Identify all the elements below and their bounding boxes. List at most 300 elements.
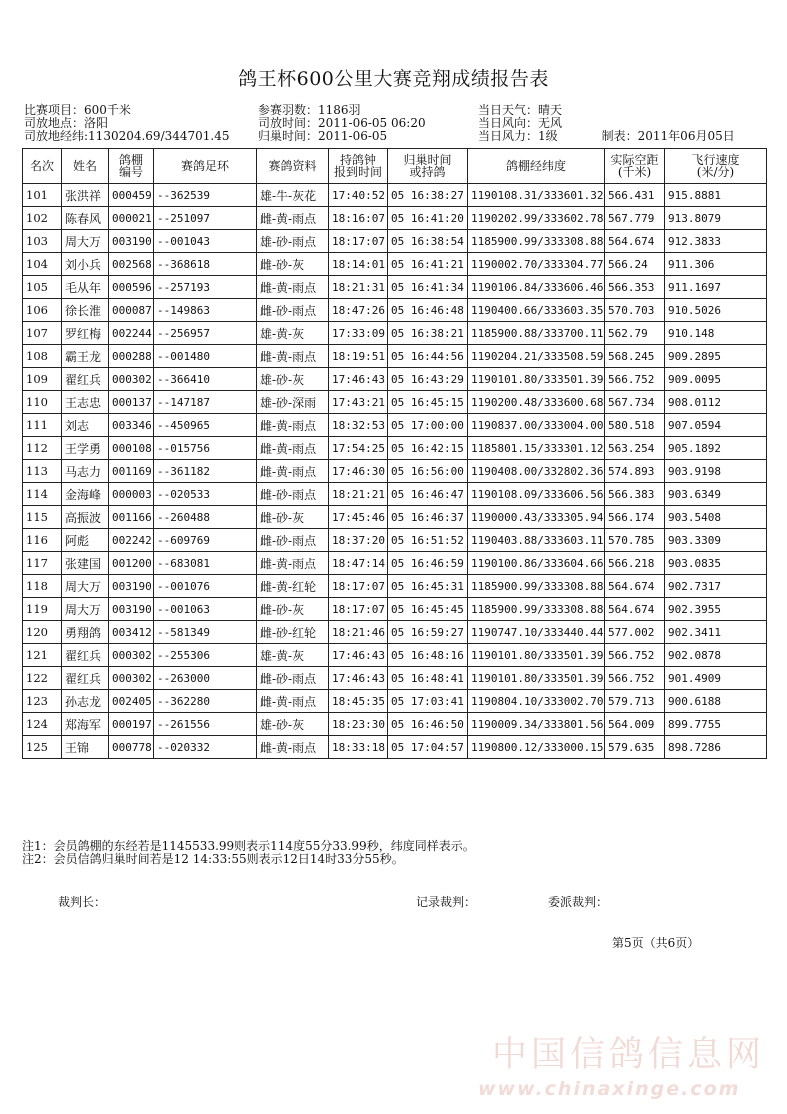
meta-entries: 参赛羽数：1186羽	[258, 103, 361, 117]
cell-distance: 563.254	[605, 437, 665, 460]
cell-clock-time: 18:21:31	[329, 276, 388, 299]
cell-speed: 907.0594	[665, 414, 767, 437]
cell-clock-time: 17:46:43	[329, 644, 388, 667]
cell-ring: --001043	[154, 230, 257, 253]
cell-bird-info: 雄-黄-灰	[257, 322, 329, 345]
cell-bird-info: 雌-黄-雨点	[257, 690, 329, 713]
cell-name: 阿彪	[62, 529, 109, 552]
cell-speed: 905.1892	[665, 437, 767, 460]
table-row	[23, 391, 767, 414]
cell-loft-id: 000087	[109, 299, 154, 322]
cell-rank: 105	[23, 276, 62, 299]
cell-bird-info: 雄-牛-灰花	[257, 184, 329, 207]
cell-rank: 121	[23, 644, 62, 667]
cell-coords: 1190800.12/333000.15	[468, 736, 605, 759]
col-rank: 名次	[23, 149, 62, 184]
cell-name: 翟红兵	[62, 667, 109, 690]
cell-distance: 570.785	[605, 529, 665, 552]
cell-loft-id: 000302	[109, 368, 154, 391]
cell-ring: --362280	[154, 690, 257, 713]
cell-loft-id: 003346	[109, 414, 154, 437]
cell-loft-id: 000108	[109, 437, 154, 460]
cell-coords: 1185900.99/333308.88	[468, 230, 605, 253]
table-row	[23, 437, 767, 460]
cell-distance: 566.174	[605, 506, 665, 529]
meta-release-time: 司放时间：2011-06-05 06:20	[258, 116, 426, 130]
cell-coords: 1190400.66/333603.35	[468, 299, 605, 322]
table-row	[23, 345, 767, 368]
cell-bird-info: 雌-砂-灰	[257, 598, 329, 621]
cell-ring: --149863	[154, 299, 257, 322]
cell-speed: 909.2895	[665, 345, 767, 368]
cell-bird-info: 雌-砂-红轮	[257, 621, 329, 644]
cell-rank: 119	[23, 598, 62, 621]
cell-loft-id: 000197	[109, 713, 154, 736]
cell-rank: 116	[23, 529, 62, 552]
cell-speed: 911.306	[665, 253, 767, 276]
table-row	[23, 368, 767, 391]
cell-arrival-time: 05 17:00:00	[388, 414, 468, 437]
cell-bird-info: 雌-黄-雨点	[257, 736, 329, 759]
meta-weather: 当日天气：晴天	[478, 103, 563, 117]
cell-coords: 1190101.80/333501.39	[468, 368, 605, 391]
col-distance: 实际空距 (千米)	[605, 149, 665, 184]
cell-distance: 564.009	[605, 713, 665, 736]
meta-right	[478, 104, 735, 143]
results-table	[22, 148, 767, 759]
col-clock-time: 持鸽钟 报到时间	[329, 149, 388, 184]
col-ring: 赛鸽足环	[154, 149, 257, 184]
cell-rank: 108	[23, 345, 62, 368]
cell-arrival-time: 05 16:48:16	[388, 644, 468, 667]
cell-name: 刘小兵	[62, 253, 109, 276]
table-row	[23, 644, 767, 667]
cell-bird-info: 雌-砂-雨点	[257, 299, 329, 322]
cell-speed: 900.6188	[665, 690, 767, 713]
cell-coords: 1190108.09/333606.56	[468, 483, 605, 506]
cell-rank: 112	[23, 437, 62, 460]
cell-rank: 125	[23, 736, 62, 759]
cell-bird-info: 雄-砂-深雨	[257, 391, 329, 414]
col-bird-info: 赛鸽资料	[257, 149, 329, 184]
table-row	[23, 598, 767, 621]
cell-ring: --263000	[154, 667, 257, 690]
cell-ring: --609769	[154, 529, 257, 552]
cell-clock-time: 17:46:43	[329, 667, 388, 690]
col-name: 姓名	[62, 149, 109, 184]
col-speed: 飞行速度 (米/分)	[665, 149, 767, 184]
cell-distance: 577.002	[605, 621, 665, 644]
cell-speed: 903.5408	[665, 506, 767, 529]
cell-rank: 115	[23, 506, 62, 529]
cell-distance: 566.353	[605, 276, 665, 299]
cell-bird-info: 雄-砂-雨点	[257, 230, 329, 253]
table-row	[23, 253, 767, 276]
report-title: 鸽王杯600公里大赛竞翔成绩报告表	[238, 68, 549, 90]
cell-distance: 579.713	[605, 690, 665, 713]
cell-ring: --251097	[154, 207, 257, 230]
cell-rank: 104	[23, 253, 62, 276]
cell-clock-time: 17:46:43	[329, 368, 388, 391]
cell-distance: 567.779	[605, 207, 665, 230]
cell-clock-time: 18:47:26	[329, 299, 388, 322]
cell-ring: --001063	[154, 598, 257, 621]
cell-name: 张建国	[62, 552, 109, 575]
table-row	[23, 667, 767, 690]
cell-name: 周大万	[62, 230, 109, 253]
cell-name: 王志忠	[62, 391, 109, 414]
cell-distance: 566.431	[605, 184, 665, 207]
cell-ring: --257193	[154, 276, 257, 299]
watermark-text: 中国信鸽信息网	[492, 1035, 766, 1075]
cell-bird-info: 雌-黄-雨点	[257, 207, 329, 230]
cell-loft-id: 003190	[109, 230, 154, 253]
cell-loft-id: 000459	[109, 184, 154, 207]
cell-rank: 124	[23, 713, 62, 736]
cell-distance: 567.734	[605, 391, 665, 414]
cell-loft-id: 002568	[109, 253, 154, 276]
cell-arrival-time: 05 16:44:56	[388, 345, 468, 368]
cell-speed: 899.7755	[665, 713, 767, 736]
cell-arrival-time: 05 16:59:27	[388, 621, 468, 644]
cell-coords: 1190101.80/333501.39	[468, 644, 605, 667]
cell-clock-time: 17:33:09	[329, 322, 388, 345]
cell-name: 王锦	[62, 736, 109, 759]
cell-arrival-time: 05 16:38:21	[388, 322, 468, 345]
cell-distance: 562.79	[605, 322, 665, 345]
table-row	[23, 529, 767, 552]
cell-clock-time: 18:45:35	[329, 690, 388, 713]
cell-name: 毛从年	[62, 276, 109, 299]
cell-arrival-time: 05 16:45:31	[388, 575, 468, 598]
table-row	[23, 736, 767, 759]
notes	[22, 840, 475, 866]
cell-speed: 903.6349	[665, 483, 767, 506]
cell-name: 刘志	[62, 414, 109, 437]
cell-coords: 1185900.99/333308.88	[468, 575, 605, 598]
meta-return-time: 归巢时间：2011-06-05	[258, 129, 388, 143]
cell-bird-info: 雌-砂-雨点	[257, 483, 329, 506]
dispatcher-signature: 委派裁判：	[548, 895, 609, 909]
cell-coords: 1190804.10/333002.70	[468, 690, 605, 713]
cell-coords: 1185801.15/333301.12	[468, 437, 605, 460]
cell-loft-id: 000137	[109, 391, 154, 414]
cell-speed: 913.8079	[665, 207, 767, 230]
cell-distance: 566.752	[605, 667, 665, 690]
cell-bird-info: 雌-黄-雨点	[257, 437, 329, 460]
cell-speed: 910.5026	[665, 299, 767, 322]
cell-loft-id: 002242	[109, 529, 154, 552]
cell-bird-info: 雌-砂-灰	[257, 253, 329, 276]
cell-loft-id: 002244	[109, 322, 154, 345]
cell-loft-id: 001200	[109, 552, 154, 575]
cell-bird-info: 雌-砂-灰	[257, 506, 329, 529]
cell-ring: --147187	[154, 391, 257, 414]
note-1: 注1：会员鸽棚的东经若是1145533.99则表示114度55分33.99秒，纬度同样表示。	[22, 839, 475, 853]
cell-arrival-time: 05 16:51:52	[388, 529, 468, 552]
cell-bird-info: 雄-砂-灰	[257, 713, 329, 736]
cell-coords: 1190002.70/333304.77	[468, 253, 605, 276]
cell-loft-id: 001166	[109, 506, 154, 529]
meta-release-coords: 司放地经纬:1130204.69/344701.45	[24, 129, 230, 143]
cell-name: 马志力	[62, 460, 109, 483]
cell-bird-info: 雌-黄-雨点	[257, 345, 329, 368]
cell-rank: 114	[23, 483, 62, 506]
cell-name: 孙志龙	[62, 690, 109, 713]
cell-arrival-time: 05 17:04:57	[388, 736, 468, 759]
cell-speed: 903.0835	[665, 552, 767, 575]
meta-wind-direction: 当日风向：无风	[478, 116, 563, 130]
cell-name: 金海峰	[62, 483, 109, 506]
cell-clock-time: 17:43:21	[329, 391, 388, 414]
cell-ring: --020533	[154, 483, 257, 506]
cell-ring: --020332	[154, 736, 257, 759]
cell-name: 周大万	[62, 575, 109, 598]
cell-rank: 118	[23, 575, 62, 598]
cell-arrival-time: 05 16:41:21	[388, 253, 468, 276]
cell-name: 霸王龙	[62, 345, 109, 368]
table-row	[23, 552, 767, 575]
cell-loft-id: 003412	[109, 621, 154, 644]
cell-rank: 123	[23, 690, 62, 713]
cell-distance: 566.752	[605, 644, 665, 667]
cell-ring: --015756	[154, 437, 257, 460]
cell-rank: 122	[23, 667, 62, 690]
cell-arrival-time: 05 16:41:20	[388, 207, 468, 230]
cell-bird-info: 雌-黄-红轮	[257, 575, 329, 598]
cell-name: 陈春风	[62, 207, 109, 230]
cell-arrival-time: 05 16:46:59	[388, 552, 468, 575]
cell-loft-id: 000288	[109, 345, 154, 368]
cell-arrival-time: 05 16:45:15	[388, 391, 468, 414]
col-coords: 鸽棚经纬度	[468, 149, 605, 184]
cell-name: 翟红兵	[62, 368, 109, 391]
cell-distance: 566.383	[605, 483, 665, 506]
cell-rank: 107	[23, 322, 62, 345]
referee-signature: 裁判长：	[58, 895, 107, 909]
cell-loft-id: 000302	[109, 667, 154, 690]
cell-clock-time: 18:21:21	[329, 483, 388, 506]
cell-speed: 908.0112	[665, 391, 767, 414]
cell-coords: 1190108.31/333601.32	[468, 184, 605, 207]
cell-arrival-time: 05 16:46:48	[388, 299, 468, 322]
table-row	[23, 483, 767, 506]
cell-distance: 570.703	[605, 299, 665, 322]
cell-arrival-time: 05 16:46:50	[388, 713, 468, 736]
cell-clock-time: 17:40:52	[329, 184, 388, 207]
cell-clock-time: 17:54:25	[329, 437, 388, 460]
meta-middle	[258, 104, 426, 143]
cell-name: 勇翔鸽	[62, 621, 109, 644]
cell-loft-id: 000021	[109, 207, 154, 230]
cell-ring: --001480	[154, 345, 257, 368]
cell-rank: 106	[23, 299, 62, 322]
table-row	[23, 299, 767, 322]
cell-rank: 109	[23, 368, 62, 391]
cell-clock-time: 18:37:20	[329, 529, 388, 552]
table-row	[23, 460, 767, 483]
table-row	[23, 276, 767, 299]
cell-arrival-time: 05 16:38:27	[388, 184, 468, 207]
cell-clock-time: 17:46:30	[329, 460, 388, 483]
cell-name: 张洪祥	[62, 184, 109, 207]
cell-rank: 103	[23, 230, 62, 253]
cell-speed: 910.148	[665, 322, 767, 345]
cell-speed: 898.7286	[665, 736, 767, 759]
cell-speed: 903.3309	[665, 529, 767, 552]
cell-ring: --450965	[154, 414, 257, 437]
meta-event: 比赛项目：600千米	[24, 103, 131, 117]
watermark-url: www.chinaxinge.com	[478, 1078, 741, 1100]
cell-distance: 574.893	[605, 460, 665, 483]
cell-rank: 111	[23, 414, 62, 437]
cell-name: 罗红梅	[62, 322, 109, 345]
cell-name: 徐长淮	[62, 299, 109, 322]
cell-clock-time: 18:19:51	[329, 345, 388, 368]
cell-ring: --001076	[154, 575, 257, 598]
cell-ring: --255306	[154, 644, 257, 667]
cell-distance: 564.674	[605, 575, 665, 598]
cell-rank: 113	[23, 460, 62, 483]
cell-distance: 564.674	[605, 230, 665, 253]
cell-loft-id: 000302	[109, 644, 154, 667]
cell-clock-time: 18:21:46	[329, 621, 388, 644]
cell-ring: --368618	[154, 253, 257, 276]
cell-speed: 902.3955	[665, 598, 767, 621]
cell-coords: 1190200.48/333600.68	[468, 391, 605, 414]
cell-arrival-time: 05 16:48:41	[388, 667, 468, 690]
cell-clock-time: 17:45:46	[329, 506, 388, 529]
table-header-row	[23, 149, 767, 184]
cell-rank: 102	[23, 207, 62, 230]
cell-distance: 564.674	[605, 598, 665, 621]
table-row	[23, 575, 767, 598]
cell-ring: --260488	[154, 506, 257, 529]
cell-distance: 566.24	[605, 253, 665, 276]
cell-arrival-time: 05 16:46:37	[388, 506, 468, 529]
cell-coords: 1190000.43/333305.94	[468, 506, 605, 529]
meta-wind-force: 当日风力：1级	[478, 129, 558, 143]
cell-coords: 1190202.99/333602.78	[468, 207, 605, 230]
cell-rank: 117	[23, 552, 62, 575]
cell-clock-time: 18:17:07	[329, 598, 388, 621]
page-number: 第5页（共6页）	[612, 936, 700, 950]
cell-arrival-time: 05 16:41:34	[388, 276, 468, 299]
cell-ring: --366410	[154, 368, 257, 391]
recorder-signature: 记录裁判：	[416, 895, 477, 909]
cell-clock-time: 18:14:01	[329, 253, 388, 276]
meta-made-date: 制表：2011年06月05日	[601, 129, 735, 143]
note-2: 注2：会员信鸽归巢时间若是12 14:33:55则表示12日14时33分55秒。	[22, 852, 404, 866]
cell-rank: 110	[23, 391, 62, 414]
cell-loft-id: 001169	[109, 460, 154, 483]
cell-name: 王学勇	[62, 437, 109, 460]
cell-name: 翟红兵	[62, 644, 109, 667]
cell-arrival-time: 05 16:45:45	[388, 598, 468, 621]
table-row	[23, 322, 767, 345]
cell-name: 周大万	[62, 598, 109, 621]
table-row	[23, 690, 767, 713]
table-row	[23, 230, 767, 253]
cell-clock-time: 18:32:53	[329, 414, 388, 437]
cell-ring: --581349	[154, 621, 257, 644]
cell-bird-info: 雌-黄-雨点	[257, 460, 329, 483]
cell-coords: 1190009.34/333801.56	[468, 713, 605, 736]
cell-distance: 579.635	[605, 736, 665, 759]
cell-clock-time: 18:23:30	[329, 713, 388, 736]
table-row	[23, 621, 767, 644]
cell-clock-time: 18:17:07	[329, 230, 388, 253]
cell-ring: --361182	[154, 460, 257, 483]
cell-arrival-time: 05 16:43:29	[388, 368, 468, 391]
cell-coords: 1190403.88/333603.11	[468, 529, 605, 552]
cell-coords: 1190204.21/333508.59	[468, 345, 605, 368]
cell-coords: 1190408.00/332802.36	[468, 460, 605, 483]
cell-bird-info: 雄-砂-灰	[257, 368, 329, 391]
cell-speed: 902.7317	[665, 575, 767, 598]
cell-speed: 912.3833	[665, 230, 767, 253]
cell-distance: 580.518	[605, 414, 665, 437]
col-loft-id: 鸽棚 编号	[109, 149, 154, 184]
cell-bird-info: 雄-黄-灰	[257, 644, 329, 667]
cell-speed: 901.4909	[665, 667, 767, 690]
cell-ring: --256957	[154, 322, 257, 345]
cell-arrival-time: 05 16:38:54	[388, 230, 468, 253]
cell-arrival-time: 05 16:56:00	[388, 460, 468, 483]
meta-release-place: 司放地点：洛阳	[24, 116, 109, 130]
table-row	[23, 506, 767, 529]
cell-loft-id: 003190	[109, 575, 154, 598]
cell-loft-id: 002405	[109, 690, 154, 713]
table-row	[23, 184, 767, 207]
cell-bird-info: 雌-黄-雨点	[257, 414, 329, 437]
cell-bird-info: 雌-砂-雨点	[257, 529, 329, 552]
cell-bird-info: 雌-黄-雨点	[257, 276, 329, 299]
cell-coords: 1190837.00/333004.00	[468, 414, 605, 437]
cell-distance: 566.218	[605, 552, 665, 575]
cell-loft-id: 000003	[109, 483, 154, 506]
cell-name: 高振波	[62, 506, 109, 529]
cell-arrival-time: 05 16:42:15	[388, 437, 468, 460]
cell-speed: 915.8881	[665, 184, 767, 207]
cell-speed: 902.0878	[665, 644, 767, 667]
cell-clock-time: 18:16:07	[329, 207, 388, 230]
cell-bird-info: 雌-砂-雨点	[257, 667, 329, 690]
cell-arrival-time: 05 16:46:47	[388, 483, 468, 506]
cell-coords: 1190106.84/333606.46	[468, 276, 605, 299]
cell-speed: 902.3411	[665, 621, 767, 644]
cell-speed: 911.1697	[665, 276, 767, 299]
cell-coords: 1185900.88/333700.11	[468, 322, 605, 345]
cell-arrival-time: 05 17:03:41	[388, 690, 468, 713]
cell-rank: 101	[23, 184, 62, 207]
cell-rank: 120	[23, 621, 62, 644]
cell-coords: 1185900.99/333308.88	[468, 598, 605, 621]
cell-loft-id: 003190	[109, 598, 154, 621]
cell-distance: 566.752	[605, 368, 665, 391]
cell-ring: --261556	[154, 713, 257, 736]
cell-clock-time: 18:33:18	[329, 736, 388, 759]
cell-name: 郑海军	[62, 713, 109, 736]
cell-clock-time: 18:47:14	[329, 552, 388, 575]
cell-clock-time: 18:17:07	[329, 575, 388, 598]
cell-coords: 1190100.86/333604.66	[468, 552, 605, 575]
cell-speed: 903.9198	[665, 460, 767, 483]
cell-distance: 568.245	[605, 345, 665, 368]
cell-speed: 909.0095	[665, 368, 767, 391]
table-row	[23, 207, 767, 230]
cell-loft-id: 000778	[109, 736, 154, 759]
